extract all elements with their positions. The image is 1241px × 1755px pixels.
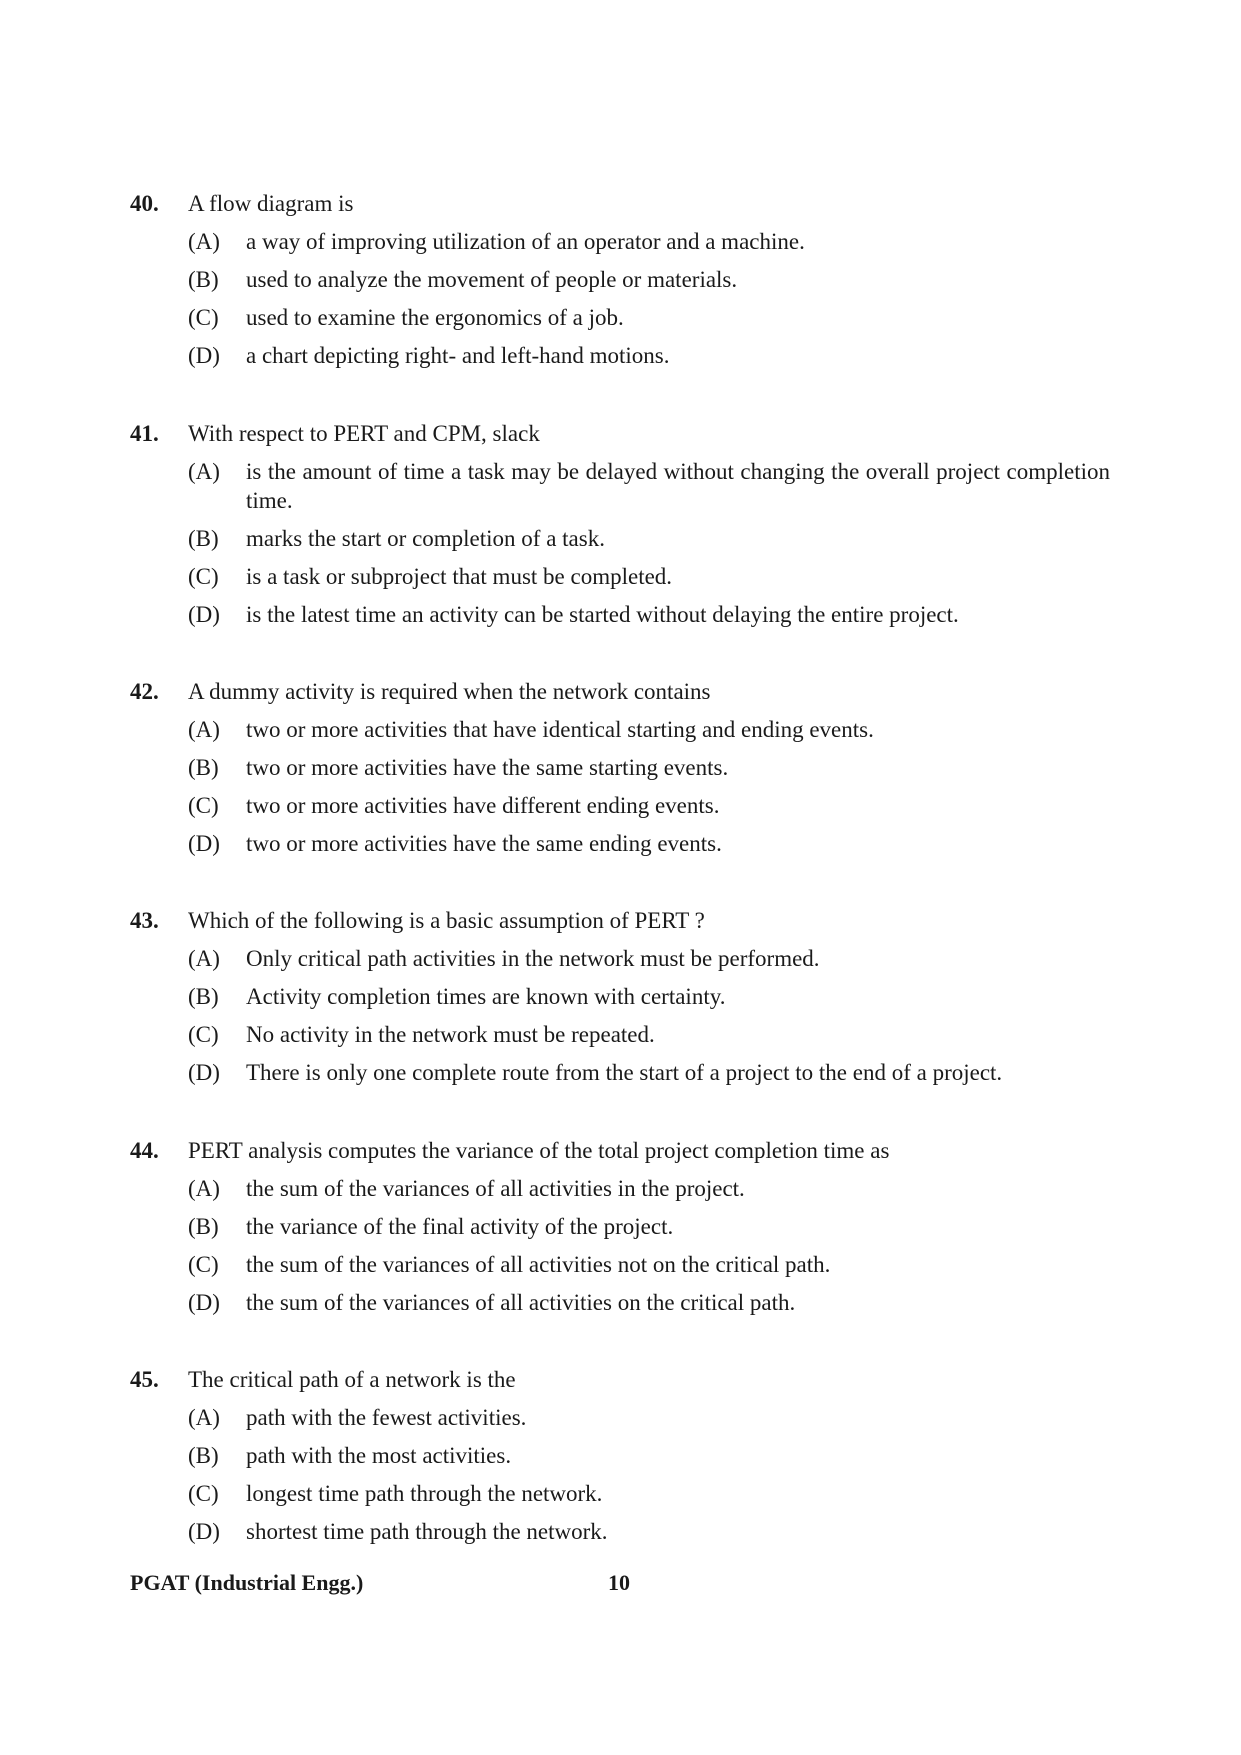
option-text: a chart depicting right- and left-hand motions.	[246, 343, 670, 368]
question-41	[130, 419, 1110, 638]
option-label: (C)	[188, 1252, 219, 1277]
option-label: (A)	[188, 946, 220, 971]
option-c	[188, 303, 1110, 332]
option-label: (D)	[188, 343, 220, 368]
question-stem: PERT analysis computes the variance of the total project completion time as	[188, 1138, 890, 1163]
option-b	[188, 753, 1110, 782]
option-label: (B)	[188, 984, 219, 1009]
question-header	[130, 1136, 1110, 1174]
option-label: (D)	[188, 1519, 220, 1544]
option-text: is the amount of time a task may be delayed without changing the overall project completion time.	[246, 459, 1110, 513]
question-header	[130, 189, 1110, 227]
question-number: 42.	[130, 679, 159, 704]
option-c	[188, 562, 1110, 591]
option-text: the sum of the variances of all activities not on the critical path.	[246, 1252, 831, 1277]
page-number: 10	[608, 1570, 630, 1595]
option-d	[188, 829, 1110, 858]
question-header	[130, 419, 1110, 457]
question-number: 40.	[130, 191, 159, 216]
option-d	[188, 1058, 1110, 1087]
option-b	[188, 1212, 1110, 1241]
option-label: (B)	[188, 1214, 219, 1239]
option-text: Activity completion times are known with certainty.	[246, 984, 726, 1009]
option-label: (A)	[188, 1405, 220, 1430]
option-label: (A)	[188, 459, 220, 484]
option-text: marks the start or completion of a task.	[246, 526, 605, 551]
option-text: a way of improving utilization of an operator and a machine.	[246, 229, 805, 254]
option-text: is a task or subproject that must be completed.	[246, 564, 673, 589]
option-text: is the latest time an activity can be started without delaying the entire project.	[246, 602, 959, 627]
option-label: (B)	[188, 755, 219, 780]
question-45	[130, 1365, 1110, 1555]
option-label: (D)	[188, 602, 220, 627]
question-stem: A flow diagram is	[188, 191, 354, 216]
option-text: No activity in the network must be repeated.	[246, 1022, 655, 1047]
question-42	[130, 677, 1110, 867]
option-c	[188, 1250, 1110, 1279]
option-label: (D)	[188, 831, 220, 856]
question-stem: With respect to PERT and CPM, slack	[188, 421, 540, 446]
option-text: the sum of the variances of all activities on the critical path.	[246, 1290, 796, 1315]
question-header	[130, 906, 1110, 944]
option-d	[188, 1288, 1110, 1317]
option-a	[188, 457, 1110, 515]
option-text: used to examine the ergonomics of a job.	[246, 305, 624, 330]
option-d	[188, 341, 1110, 370]
option-d	[188, 600, 1110, 629]
option-text: the variance of the final activity of the project.	[246, 1214, 674, 1239]
option-text: used to analyze the movement of people or materials.	[246, 267, 738, 292]
option-text: two or more activities have the same ending events.	[246, 831, 722, 856]
option-label: (C)	[188, 1481, 219, 1506]
option-label: (B)	[188, 267, 219, 292]
option-label: (C)	[188, 1022, 219, 1047]
question-number: 44.	[130, 1138, 159, 1163]
question-number: 41.	[130, 421, 159, 446]
question-44	[130, 1136, 1110, 1326]
option-text: longest time path through the network.	[246, 1481, 603, 1506]
question-40	[130, 189, 1110, 379]
option-text: path with the fewest activities.	[246, 1405, 527, 1430]
question-header	[130, 677, 1110, 715]
question-stem: The critical path of a network is the	[188, 1367, 516, 1392]
footer-title: PGAT (Industrial Engg.)	[130, 1570, 364, 1595]
option-label: (A)	[188, 229, 220, 254]
option-a	[188, 944, 1110, 973]
option-text: two or more activities that have identical starting and ending events.	[246, 717, 874, 742]
option-label: (D)	[188, 1290, 220, 1315]
option-a	[188, 1174, 1110, 1203]
option-label: (D)	[188, 1060, 220, 1085]
option-text: path with the most activities.	[246, 1443, 512, 1468]
question-43	[130, 906, 1110, 1096]
question-stem: Which of the following is a basic assumption of PERT ?	[188, 908, 705, 933]
option-label: (A)	[188, 1176, 220, 1201]
option-b	[188, 1441, 1110, 1470]
option-text: Only critical path activities in the network must be performed.	[246, 946, 820, 971]
option-b	[188, 982, 1110, 1011]
option-a	[188, 1403, 1110, 1432]
option-label: (C)	[188, 305, 219, 330]
question-header	[130, 1365, 1110, 1403]
option-text: two or more activities have different ending events.	[246, 793, 720, 818]
option-a	[188, 227, 1110, 256]
option-d	[188, 1517, 1110, 1546]
option-label: (B)	[188, 526, 219, 551]
option-text: two or more activities have the same starting events.	[246, 755, 729, 780]
option-c	[188, 1020, 1110, 1049]
option-text: the sum of the variances of all activities in the project.	[246, 1176, 745, 1201]
option-text: shortest time path through the network.	[246, 1519, 608, 1544]
option-text: There is only one complete route from the start of a project to the end of a project.	[246, 1060, 1003, 1085]
option-c	[188, 1479, 1110, 1508]
option-c	[188, 791, 1110, 820]
option-b	[188, 265, 1110, 294]
option-label: (C)	[188, 793, 219, 818]
option-a	[188, 715, 1110, 744]
option-b	[188, 524, 1110, 553]
question-number: 43.	[130, 908, 159, 933]
option-label: (A)	[188, 717, 220, 742]
question-number: 45.	[130, 1367, 159, 1392]
option-label: (B)	[188, 1443, 219, 1468]
option-label: (C)	[188, 564, 219, 589]
question-stem: A dummy activity is required when the network contains	[188, 679, 711, 704]
